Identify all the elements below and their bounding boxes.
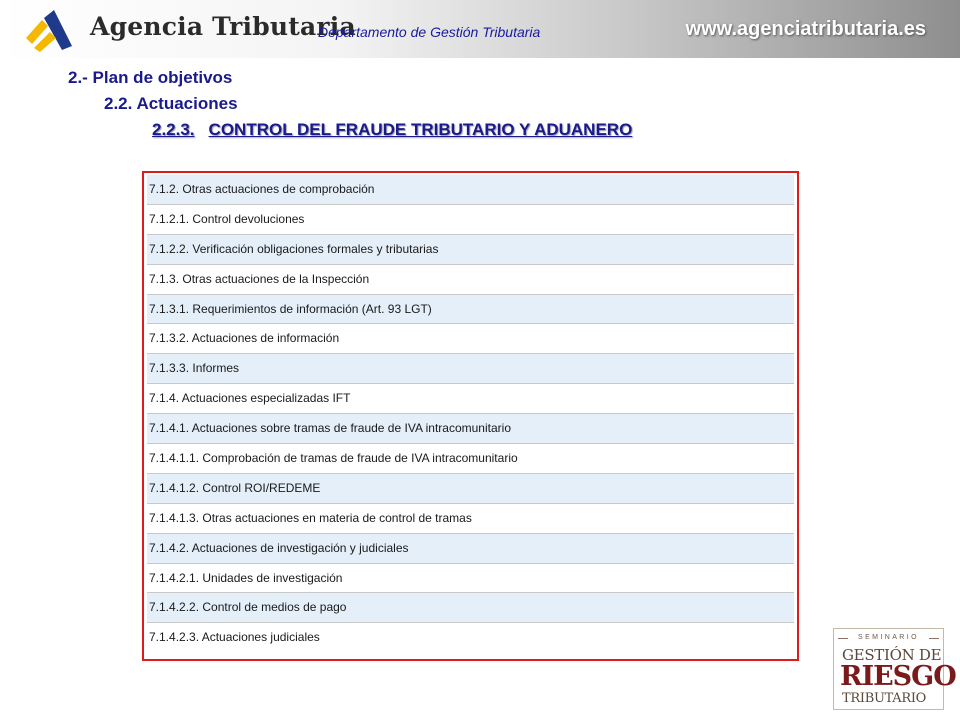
department-name: Departamento de Gestión Tributaria: [318, 24, 541, 40]
heading-title: CONTROL DEL FRAUDE TRIBUTARIO Y ADUANERO: [208, 120, 633, 139]
seminar-logo: [833, 628, 956, 710]
table-row: 7.1.2.2. Verificación obligaciones formales y tributarias: [147, 235, 794, 265]
seminar-logo-line4: TRIBUTARIO: [842, 691, 927, 706]
table-row: 7.1.3. Otras actuaciones de la Inspección: [147, 265, 794, 295]
agency-name: Agencia Tributaria: [90, 12, 356, 41]
logo-rule-right: [929, 638, 939, 639]
table-row: 7.1.4.2. Actuaciones de investigación y judiciales: [147, 534, 794, 564]
table-row: 7.1.4.1.1. Comprobación de tramas de fraude de IVA intracomunitario: [147, 444, 794, 474]
table-row: 7.1.4.2.3. Actuaciones judiciales: [147, 623, 794, 653]
objectives-table: [142, 171, 799, 661]
table-rows: [147, 175, 794, 657]
table-row: 7.1.4.2.2. Control de medios de pago: [147, 593, 794, 623]
table-row: 7.1.2. Otras actuaciones de comprobación: [147, 175, 794, 205]
table-row: 7.1.4.1. Actuaciones sobre tramas de fraude de IVA intracomunitario: [147, 414, 794, 444]
heading-actuaciones: 2.2. Actuaciones: [104, 94, 238, 113]
table-row: 7.1.2.1. Control devoluciones: [147, 205, 794, 235]
heading-plan: 2.- Plan de objetivos: [68, 68, 233, 87]
table-row: 7.1.4. Actuaciones especializadas IFT: [147, 384, 794, 414]
website-url[interactable]: www.agenciatributaria.es: [685, 18, 926, 40]
table-row: 7.1.4.2.1. Unidades de investigación: [147, 564, 794, 594]
table-row: 7.1.3.1. Requerimientos de información (Art. 93 LGT): [147, 295, 794, 325]
seminar-logo-line3: RIESGO: [840, 661, 956, 692]
table-row: 7.1.3.2. Actuaciones de información: [147, 324, 794, 354]
seminar-logo-line2: GESTIÓN DE: [842, 646, 942, 664]
heading-control-fraude: [152, 120, 632, 140]
agencia-tributaria-logo-icon: [22, 8, 82, 52]
table-row: 7.1.3.3. Informes: [147, 354, 794, 384]
table-row: 7.1.4.1.2. Control ROI/REDEME: [147, 474, 794, 504]
header-banner: [0, 0, 960, 58]
table-row: 7.1.4.1.3. Otras actuaciones en materia de control de tramas: [147, 504, 794, 534]
heading-number: 2.2.3.: [152, 120, 195, 139]
seminar-logo-line1: SEMINARIO: [858, 634, 919, 641]
